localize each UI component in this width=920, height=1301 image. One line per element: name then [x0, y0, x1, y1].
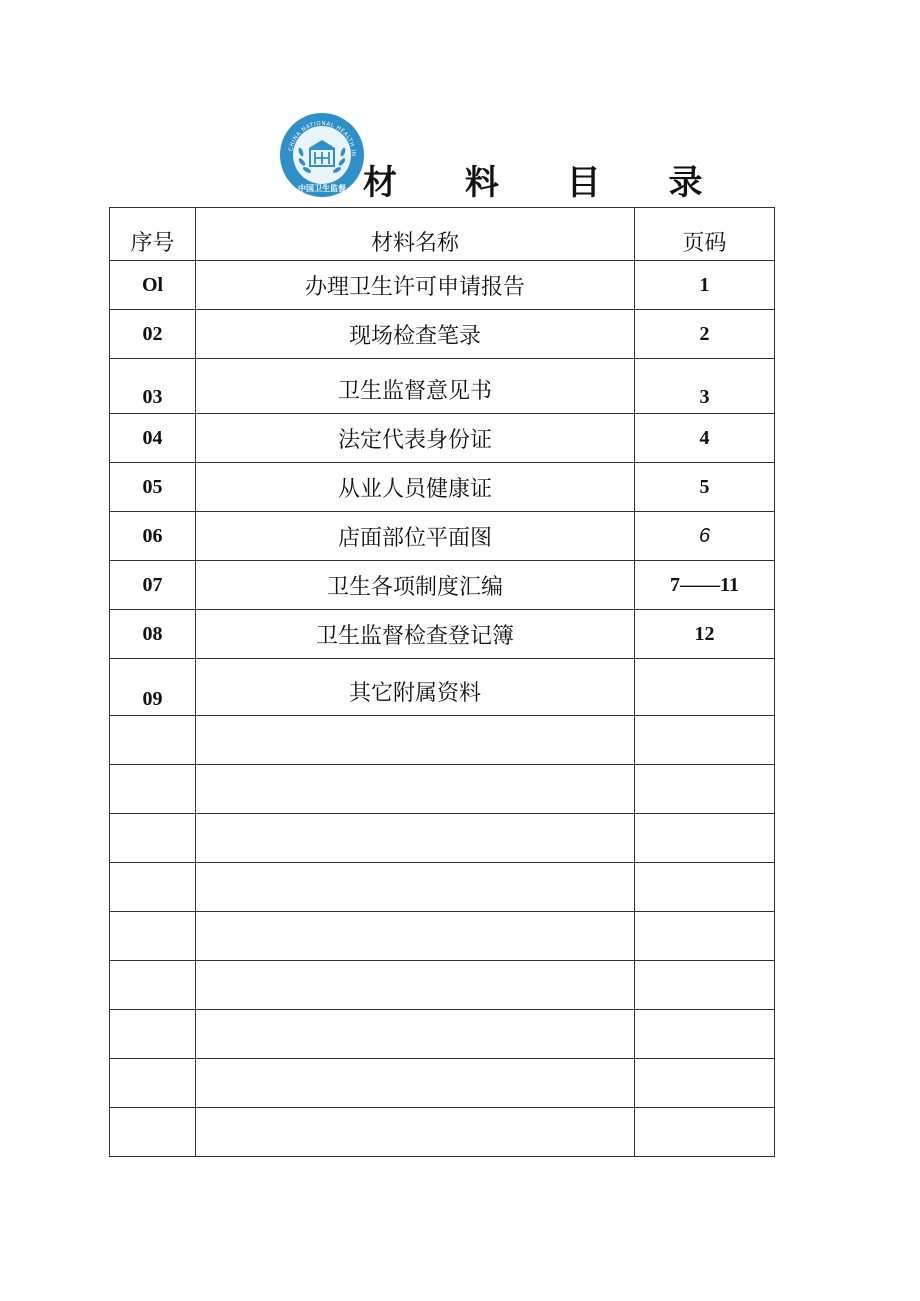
- table-row: [110, 610, 775, 659]
- empty-row: [110, 1010, 775, 1059]
- row-name: 法定代表身份证: [196, 414, 635, 463]
- row-name: 卫生各项制度汇编: [196, 561, 635, 610]
- row-page: 1: [635, 261, 775, 310]
- empty-cell: [635, 1010, 775, 1059]
- table-row: [110, 512, 775, 561]
- table-row: [110, 414, 775, 463]
- table-row: [110, 310, 775, 359]
- empty-cell: [635, 863, 775, 912]
- empty-cell: [110, 1010, 196, 1059]
- empty-cell: [196, 1059, 635, 1108]
- empty-cell: [196, 961, 635, 1010]
- empty-cell: [110, 912, 196, 961]
- row-no: Ol: [110, 261, 196, 310]
- empty-cell: [110, 1059, 196, 1108]
- row-no: 06: [110, 512, 196, 561]
- empty-cell: [635, 716, 775, 765]
- empty-cell: [196, 1010, 635, 1059]
- row-name: 卫生监督检查登记簿: [196, 610, 635, 659]
- empty-cell: [196, 1108, 635, 1157]
- empty-row: [110, 1108, 775, 1157]
- row-name: 其它附属资料: [196, 659, 635, 716]
- row-page: 7——11: [635, 561, 775, 610]
- empty-cell: [635, 961, 775, 1010]
- table-row: [110, 659, 775, 716]
- row-name: 卫生监督意见书: [196, 359, 635, 414]
- table-row: [110, 463, 775, 512]
- empty-cell: [635, 912, 775, 961]
- header-no: 序号: [110, 208, 196, 261]
- row-page: [635, 659, 775, 716]
- svg-text:中国卫生监督: 中国卫生监督: [298, 184, 346, 193]
- row-page: 12: [635, 610, 775, 659]
- empty-cell: [635, 814, 775, 863]
- row-name: 现场检查笔录: [196, 310, 635, 359]
- materials-table: [109, 207, 775, 1157]
- empty-cell: [110, 814, 196, 863]
- empty-cell: [196, 814, 635, 863]
- row-page: 2: [635, 310, 775, 359]
- empty-row: [110, 863, 775, 912]
- empty-cell: [110, 765, 196, 814]
- page-title: 材 料 目 录: [363, 163, 731, 203]
- empty-cell: [110, 863, 196, 912]
- table-row: [110, 359, 775, 414]
- row-no: 04: [110, 414, 196, 463]
- empty-cell: [196, 912, 635, 961]
- row-no: 02: [110, 310, 196, 359]
- row-no: 08: [110, 610, 196, 659]
- empty-cell: [635, 1108, 775, 1157]
- row-page: 6: [635, 512, 775, 561]
- table-row: [110, 561, 775, 610]
- empty-row: [110, 961, 775, 1010]
- empty-cell: [110, 961, 196, 1010]
- empty-row: [110, 912, 775, 961]
- table-row: [110, 261, 775, 310]
- empty-cell: [110, 1108, 196, 1157]
- row-no: 05: [110, 463, 196, 512]
- empty-row: [110, 1059, 775, 1108]
- row-page: 4: [635, 414, 775, 463]
- row-no: 07: [110, 561, 196, 610]
- table-header-row: [110, 208, 775, 261]
- empty-cell: [635, 765, 775, 814]
- header-name: 材料名称: [196, 208, 635, 261]
- svg-text:CHINA NATIONAL HEALTH INSPECTI: CHINA NATIONAL HEALTH IN: [288, 120, 357, 157]
- row-name: 从业人员健康证: [196, 463, 635, 512]
- empty-cell: [196, 716, 635, 765]
- row-no: 09: [110, 659, 196, 716]
- empty-cell: [110, 716, 196, 765]
- empty-row: [110, 716, 775, 765]
- row-no: 03: [110, 359, 196, 414]
- health-inspection-logo: [279, 112, 365, 198]
- row-name: 办理卫生许可申请报告: [196, 261, 635, 310]
- row-page: 5: [635, 463, 775, 512]
- empty-cell: [635, 1059, 775, 1108]
- empty-cell: [196, 863, 635, 912]
- empty-cell: [196, 765, 635, 814]
- empty-row: [110, 814, 775, 863]
- header-page: 页码: [635, 208, 775, 261]
- row-page: 3: [635, 359, 775, 414]
- row-name: 店面部位平面图: [196, 512, 635, 561]
- empty-row: [110, 765, 775, 814]
